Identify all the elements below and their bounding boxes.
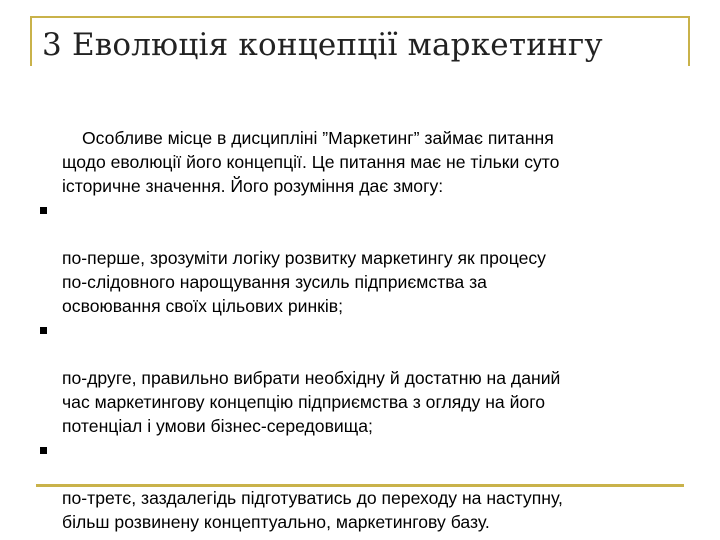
- bullet-text-third: по-третє, заздалегідь підготуватись до переходу на наступну, більш розвинену концептуально, маркетингову базу.: [62, 488, 563, 532]
- slide-title: [42, 27, 603, 63]
- bullet-item-first: [40, 198, 680, 318]
- top-decorative-rule: [30, 16, 690, 18]
- slide-title-text: Еволюція концепції маркетингу: [71, 27, 603, 63]
- slide-title-number: 3: [42, 27, 62, 63]
- bullet-item-second: [40, 318, 680, 438]
- slide-body: [40, 126, 680, 534]
- square-bullet-icon: [40, 327, 47, 334]
- bullet-text-second: по-друге, правильно вибрати необхідну й достатню на даний час маркетингову концепцію підприємства з огляду на його потенціал і умови бізнес-середовища;: [62, 368, 561, 436]
- square-bullet-icon: [40, 447, 47, 454]
- intro-paragraph: Особливе місце в дисципліні ”Маркетинг” займає питання щодо еволюції його концепції. Це питання має не тільки суто історичне значення. Його розуміння дає змогу:: [62, 128, 560, 196]
- left-decorative-rule: [30, 16, 32, 66]
- bottom-decorative-rule: [36, 484, 684, 487]
- bullet-text-first: по-перше, зрозуміти логіку розвитку маркетингу як процесу по-слідовного нарощування зусиль підприємства за освоювання своїх цільових ринків;: [62, 248, 546, 316]
- right-decorative-rule: [688, 16, 690, 66]
- square-bullet-icon: [40, 207, 47, 214]
